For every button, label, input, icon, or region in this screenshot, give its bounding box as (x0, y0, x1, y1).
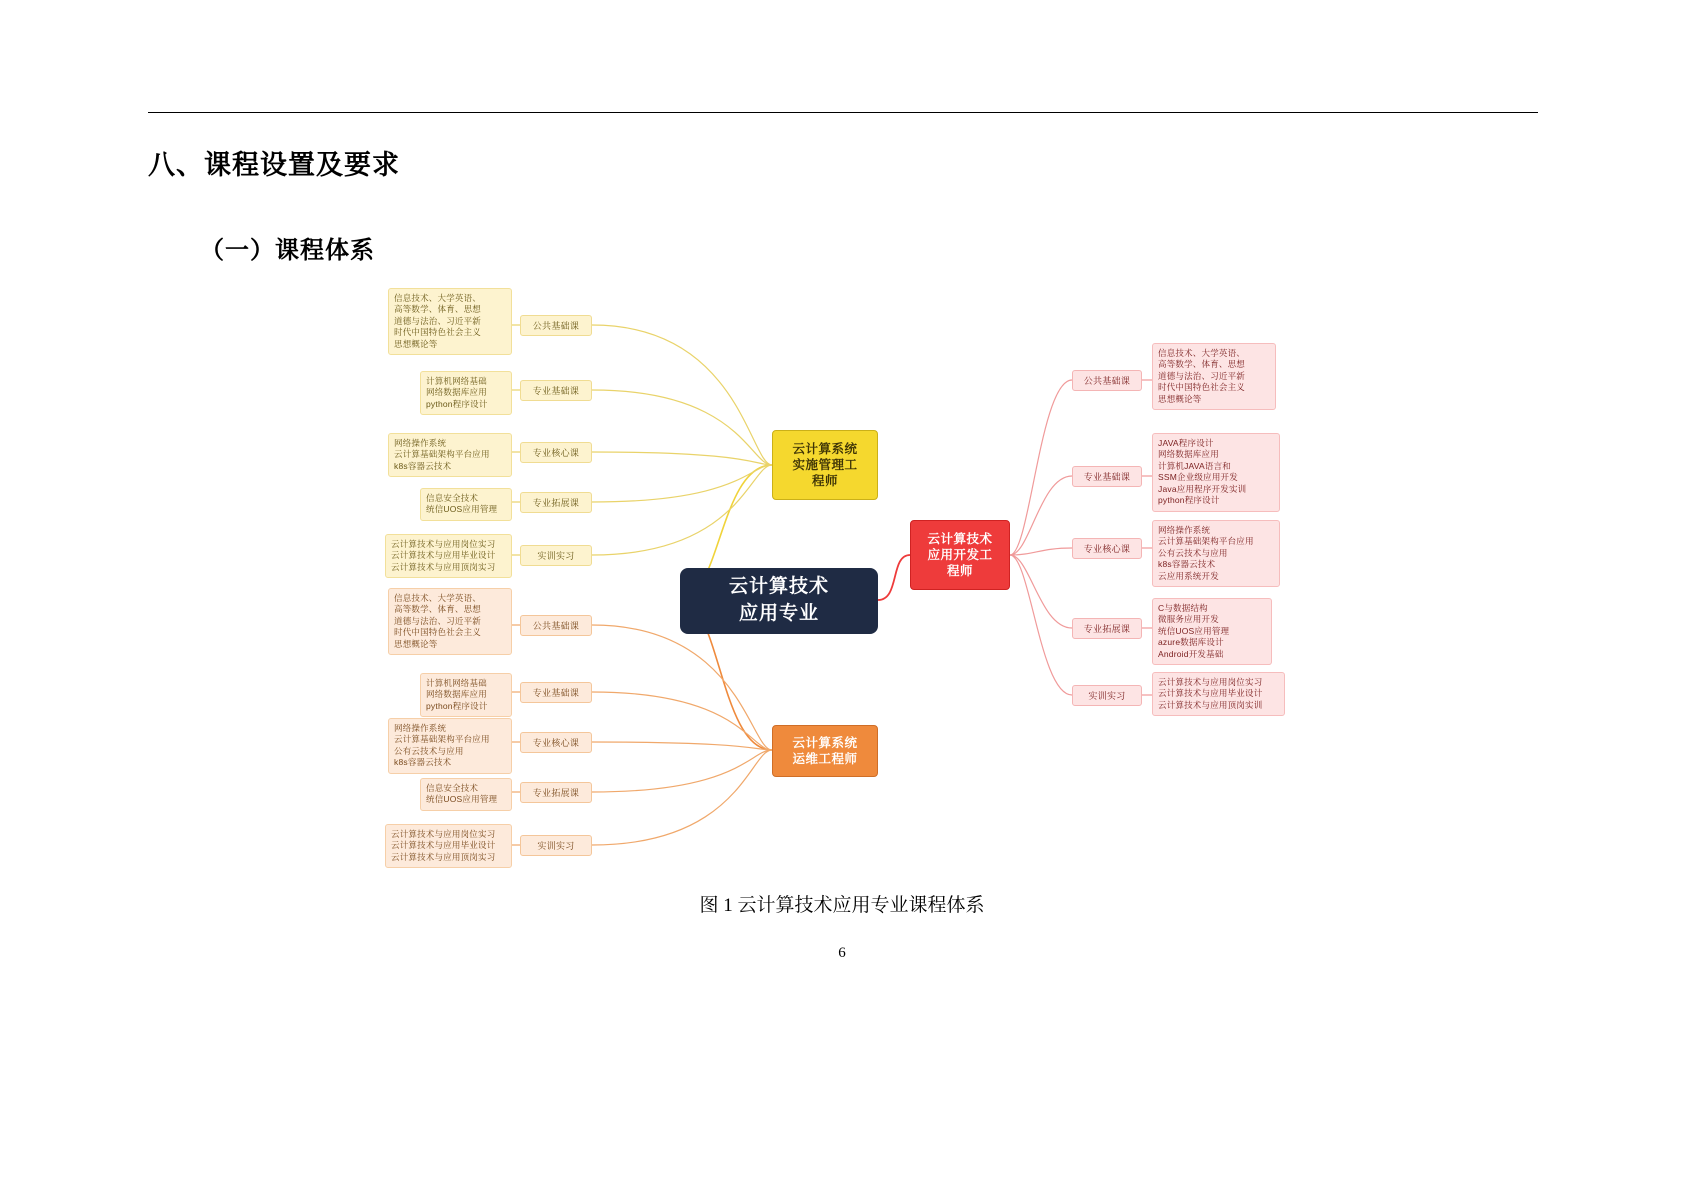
courses-red-public-basic: 信息技术、大学英语、 高等数学、体育、思想 道德与法治、习近平新 时代中国特色社会主义 思想概论等 (1152, 343, 1276, 410)
section-subtitle: （一）课程体系 (200, 237, 375, 264)
courses-yellow-major-core: 网络操作系统 云计算基础架构平台应用 k8s容器云技术 (388, 433, 512, 477)
root-node: 云计算技术 应用专业 (680, 568, 878, 634)
courses-orange-practice: 云计算技术与应用岗位实习 云计算技术与应用毕业设计 云计算技术与应用顶岗实习 (385, 824, 512, 868)
courses-yellow-practice: 云计算技术与应用岗位实习 云计算技术与应用毕业设计 云计算技术与应用顶岗实习 (385, 534, 512, 578)
courses-orange-major-extend: 信息安全技术 统信UOS应用管理 (420, 778, 512, 811)
page-title: 八、课程设置及要求 (148, 150, 400, 180)
category-orange-major-extend: 专业拓展课 (520, 782, 592, 803)
category-red-major-basic: 专业基础课 (1072, 466, 1142, 487)
category-red-public-basic: 公共基础课 (1072, 370, 1142, 391)
courses-red-major-extend: C与数据结构 微服务应用开发 统信UOS应用管理 azure数据库设计 Android开发基础 (1152, 598, 1272, 665)
courses-orange-public-basic: 信息技术、大学英语、 高等数学、体育、思想 道德与法治、习近平新 时代中国特色社会主义 思想概论等 (388, 588, 512, 655)
courses-red-practice: 云计算技术与应用岗位实习 云计算技术与应用毕业设计 云计算技术与应用顶岗实训 (1152, 672, 1285, 716)
branch-node-orange: 云计算系统 运维工程师 (772, 725, 878, 777)
category-yellow-practice: 实训实习 (520, 545, 592, 566)
courses-red-major-core: 网络操作系统 云计算基础架构平台应用 公有云技术与应用 k8s容器云技术 云应用系统开发 (1152, 520, 1280, 587)
category-red-major-core: 专业核心课 (1072, 538, 1142, 559)
page-number: 6 (838, 945, 846, 961)
category-yellow-major-core: 专业核心课 (520, 442, 592, 463)
courses-yellow-major-basic: 计算机网络基础 网络数据库应用 python程序设计 (420, 371, 512, 415)
courses-orange-major-basic: 计算机网络基础 网络数据库应用 python程序设计 (420, 673, 512, 717)
category-red-practice: 实训实习 (1072, 685, 1142, 706)
courses-yellow-major-extend: 信息安全技术 统信UOS应用管理 (420, 488, 512, 521)
category-yellow-major-basic: 专业基础课 (520, 380, 592, 401)
category-orange-major-core: 专业核心课 (520, 732, 592, 753)
courses-red-major-basic: JAVA程序设计 网络数据库应用 计算机JAVA语言和 SSM企业级应用开发 Java应用程序开发实训 python程序设计 (1152, 433, 1280, 512)
courses-orange-major-core: 网络操作系统 云计算基础架构平台应用 公有云技术与应用 k8s容器云技术 (388, 718, 512, 774)
courses-yellow-public-basic: 信息技术、大学英语、 高等数学、体育、思想 道德与法治、习近平新 时代中国特色社会主义 思想概论等 (388, 288, 512, 355)
category-orange-practice: 实训实习 (520, 835, 592, 856)
branch-node-yellow: 云计算系统 实施管理工 程师 (772, 430, 878, 500)
category-orange-public-basic: 公共基础课 (520, 615, 592, 636)
course-system-diagram (380, 280, 1300, 880)
category-orange-major-basic: 专业基础课 (520, 682, 592, 703)
branch-node-red: 云计算技术 应用开发工 程师 (910, 520, 1010, 590)
category-yellow-public-basic: 公共基础课 (520, 315, 592, 336)
header-rule (148, 112, 1538, 113)
figure-caption: 图 1 云计算技术应用专业课程体系 (699, 895, 985, 916)
category-yellow-major-extend: 专业拓展课 (520, 492, 592, 513)
category-red-major-extend: 专业拓展课 (1072, 618, 1142, 639)
